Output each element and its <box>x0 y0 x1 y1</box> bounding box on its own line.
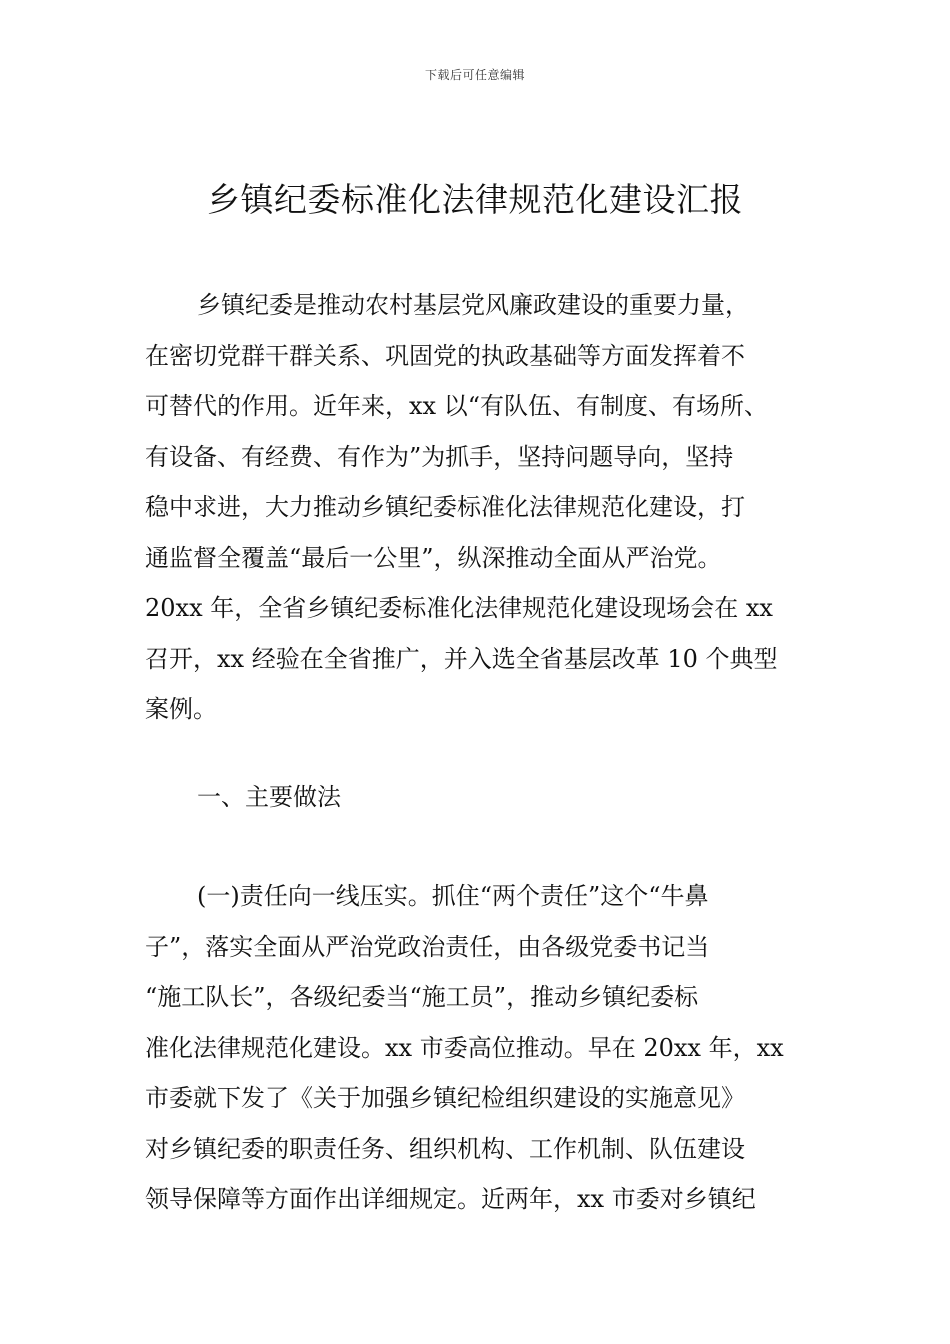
section-paragraph <box>145 871 825 1225</box>
paragraph-line: 20xx 年，全省乡镇纪委标准化法律规范化建设现场会在 xx <box>145 594 773 622</box>
paragraph-line: 乡镇纪委是推动农村基层党风廉政建设的重要力量， <box>197 291 749 319</box>
intro-paragraph <box>145 280 825 735</box>
section-heading: 一、主要做法 <box>197 783 341 811</box>
document-title: 乡镇纪委标准化法律规范化建设汇报 <box>207 180 743 219</box>
paragraph-line: 召开，xx 经验在全省推广，并入选全省基层改革 10 个典型 <box>145 644 778 673</box>
paragraph-line: 稳中求进，大力推动乡镇纪委标准化法律规范化建设，打 <box>145 493 745 521</box>
paragraph-line: 准化法律规范化建设。xx 市委高位推动。早在 20xx 年，xx <box>145 1033 784 1062</box>
paragraph-line: “施工队长”，各级纪委当“施工员”，推动乡镇纪委标 <box>145 983 699 1011</box>
paragraph-line: 通监督全覆盖“最后一公里”，纵深推动全面从严治党。 <box>145 543 722 572</box>
paragraph-line: 子”，落实全面从严治党政治责任，由各级党委书记当 <box>145 932 710 961</box>
paragraph-line: 在密切党群干群关系、巩固党的执政基础等方面发挥着不 <box>145 341 745 370</box>
paragraph-line: 领导保障等方面作出详细规定。近两年，xx 市委对乡镇纪 <box>145 1185 756 1213</box>
paragraph-line: 可替代的作用。近年来，xx 以“有队伍、有制度、有场所、 <box>145 392 768 420</box>
paragraph-line: 案例。 <box>145 695 217 723</box>
paragraph-line: 市委就下发了《关于加强乡镇纪检组织建设的实施意见》 <box>145 1084 745 1112</box>
header-note: 下载后可任意编辑 <box>424 68 525 82</box>
paragraph-line: (一)责任向一线压实。抓住“两个责任”这个“牛鼻 <box>197 882 709 910</box>
paragraph-line: 对乡镇纪委的职责任务、组织机构、工作机制、队伍建设 <box>145 1134 745 1163</box>
paragraph-line: 有设备、有经费、有作为”为抓手，坚持问题导向，坚持 <box>145 442 734 471</box>
